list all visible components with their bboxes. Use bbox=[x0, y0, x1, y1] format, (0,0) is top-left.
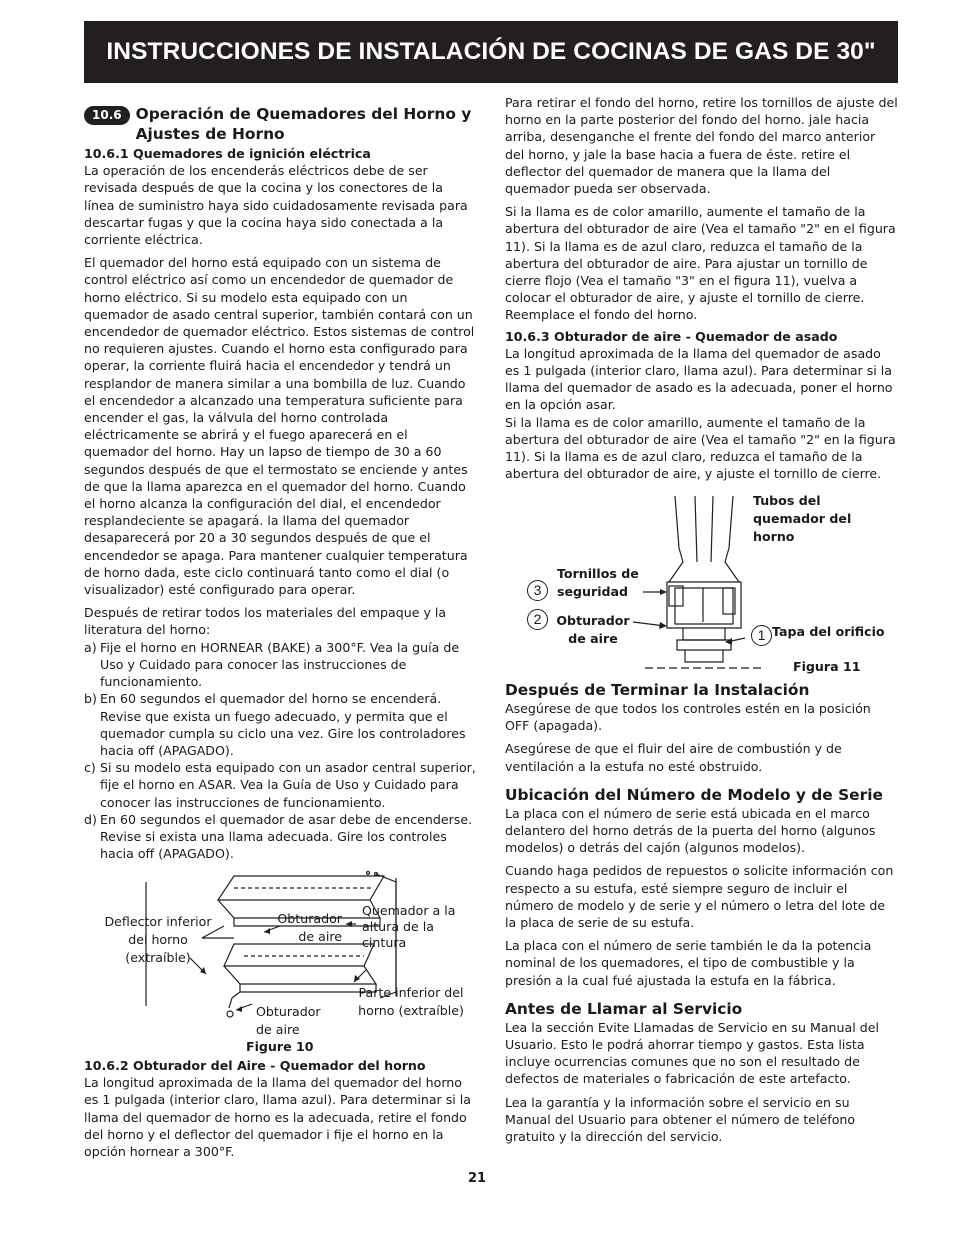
step-marker: c) bbox=[84, 760, 96, 776]
parte-inferior-label: Parte inferior del horno (extraíble) bbox=[358, 985, 464, 1018]
paragraph: La placa con el número de serie está ubicada en el marco delantero del horno detrás de la puerta del horno (algunos modelos) o detrás del cajón (algunos modelos). bbox=[505, 805, 876, 856]
subsection-title-1063: 10.6.3 Obturador de aire - Quemador de asado bbox=[505, 328, 838, 344]
list-item bbox=[84, 811, 476, 863]
figure-11 bbox=[505, 492, 898, 680]
paragraph: Cuando haga pedidos de repuestos o solicite información con respecto a su estufa, esté siempre seguro de incluir el número de modelo y de serie y el número o letra del lote de la placa de serie de su estufa. bbox=[505, 863, 894, 931]
paragraph: Asegúrese de que todos los controles estén en la posición OFF (apagada). bbox=[505, 701, 871, 734]
paragraph: Lea la sección Evite Llamadas de Servicio en su Manual del Usuario. Esto le podrá ahorrar tiempo y gastos. Esta lista incluye ocurrencias comunes que no son el resultado de defectos de materiales o fabricación de este artefacto. bbox=[505, 1019, 879, 1087]
tornillos-label: Tornillos de seguridad bbox=[557, 566, 639, 599]
step-marker: d) bbox=[84, 811, 97, 827]
paragraph: Si la llama es de color amarillo, aumente el tamaño de la abertura del obturador de aire (Vea el tamaño "2" en el figura 11). Si la llama es de azul claro, reduzca el tamaño de la abertura del obturador de aire. Para ajustar un tornillo de cierre flojo (Vea el tamaño "3" en el figura 11), vuelva a colocar el obturador de aire, y ajuste el tornillo de cierre. Reemplace el fondo del horno. bbox=[505, 204, 896, 323]
paragraph: El quemador del horno está equipado con un sistema de control eléctrico así como un encendedor de quemador de horno eléctrico. Si su modelo esta equipado con un quemador de asado central superior, también contará con un encendedor de quemador eléctrico. Estos sistemas de control no requieren ajustes. Cuando el horno esta configurado para operar, la corriente fluirá hacia el encendedor y tendrá un resplandor de manera similar a una bombilla de luz. Cuando el encendedor a alcanzado una temperatura suficiente para encender el gas, la válvula del horno controlada eléctricamente se abrirá y el fuego aparecerá en el quemador del horno. Hay un lapso de tiempo de 30 a 60 segundos después de que el termostato se enciende y antes de que la llama aparezca en el quemador del horno. Cuando el horno alcanza la configuración del dial, el encendedor resplandeciente se apagará. la llama del quemador desaparecerá por 20 a 30 segundos después de que el encendedor se apaga. Para mantener cualquier temperatura de horno dada, este ciclo continuará tanto como el dial (o visualizador) esté configurado para operar. bbox=[84, 255, 475, 598]
step-text: Fije el horno en HORNEAR (BAKE) a 300°F. Vea la guía de Uso y Cuidado para conocer las instrucciones de funcionamiento. bbox=[100, 639, 460, 690]
list-item bbox=[84, 759, 476, 811]
figure-10 bbox=[84, 866, 476, 1058]
heading-antes: Antes de Llamar al Servicio bbox=[505, 999, 743, 1018]
right-column-top bbox=[505, 94, 898, 488]
paragraph: La longitud aproximada de la llama del quemador de asado es 1 pulgada (interior claro, llama azul). Para determinar si la llama del quemador de asado es la adecuada, poner el horno en la opción asar. bbox=[505, 345, 893, 413]
step-list bbox=[84, 639, 476, 863]
step-text: En 60 segundos el quemador del horno se encenderá. Revise que exista un fuego adecuado, y permita que el quemador cumpla su ciclo una vez. Gire los controladores hacia off (APAGADO). bbox=[100, 691, 466, 758]
paragraph: La operación de los encenderás eléctricos debe de ser revisada después de que la cocina y los conectores de la línea de suministro haya sido cuidadosamente revisada para descartar fugas y que la cocina haya sido conectada a la corriente eléctrica. bbox=[84, 163, 468, 248]
left-column bbox=[84, 104, 476, 862]
tubos-label: Tubos del quemador del horno bbox=[753, 493, 852, 544]
heading-ubicacion: Ubicación del Número de Modelo y de Serie bbox=[505, 785, 883, 804]
paragraph: Asegúrese de que el fluir del aire de combustión y de ventilación a la estufa no esté obstruido. bbox=[505, 741, 842, 774]
left-column-bottom bbox=[84, 1056, 476, 1166]
heading-despues: Después de Terminar la Instalación bbox=[505, 681, 810, 699]
section-heading bbox=[84, 104, 476, 144]
figure-10-caption: Figure 10 bbox=[246, 1039, 314, 1054]
obturador-bottom-label: Obturador de aire bbox=[256, 1004, 321, 1037]
step-text: Si su modelo esta equipado con un asador central superior, fije el horno en ASAR. Vea la Guía de Uso y Cuidado para conocer las instrucciones de funcionamiento. bbox=[100, 760, 476, 810]
quemador-cintura-label: Quemador a la altura de la cintura bbox=[362, 903, 456, 950]
page-title: INSTRUCCIONES DE INSTALACIÓN DE COCINAS DE GAS DE 30" bbox=[106, 38, 876, 65]
list-item bbox=[84, 639, 476, 691]
paragraph: Si la llama es de color amarillo, aumente el tamaño de la abertura del obturador de aire (Vea el tamaño "2" en la figura 11). Si la llama es de azul claro, reduzca el tamaño de la abertura del obturador de aire, y ajuste el tornillo de cierre. bbox=[505, 414, 896, 482]
right-column-bottom bbox=[505, 680, 898, 1151]
paragraph: La longitud aproximada de la llama del quemador del horno es 1 pulgada (interior claro, llama azul). Para determinar si la llama del quemador de horno es la adecuada, retire el fondo del horno y el deflector del quemador i fije el horno en la opción hornear a 300°F. bbox=[84, 1075, 472, 1160]
paragraph: Lea la garantía y la información sobre el servicio en su Manual del Usuario para obtener el número de teléfono gratuito y la dirección del servicio. bbox=[505, 1094, 856, 1145]
obturador-top-label: Obturador de aire bbox=[277, 911, 342, 944]
paragraph: Después de retirar todos los materiales del empaque y la literatura del horno: bbox=[84, 605, 447, 638]
paragraph: La placa con el número de serie también le da la potencia nominal de los quemadores, el tipo de combustible y la presión a la cual fué ajustada la estufa en la fábrica. bbox=[505, 938, 872, 988]
page-title-banner bbox=[84, 21, 898, 83]
callout-2: 2 bbox=[527, 609, 548, 630]
deflector-label: Deflector inferior del horno (extraíble) bbox=[104, 914, 212, 965]
subsection-title-1061: 10.6.1 Quemadores de ignición eléctrica bbox=[84, 146, 371, 161]
paragraph: Para retirar el fondo del horno, retire los tornillos de ajuste del horno en la parte posterior del fondo del horno. jale hacia arriba, desenganche el frente del fondo del marco anterior del horno, y jale la base hacia a fuera de éste. retire el deflector del quemador de manera que la llama del quemador pueda ser observada. bbox=[505, 95, 898, 197]
list-item bbox=[84, 690, 476, 759]
figure-11-caption: Figura 11 bbox=[793, 659, 861, 674]
subsection-title-1062: 10.6.2 Obturador del Aire - Quemador del horno bbox=[84, 1058, 426, 1073]
step-text: En 60 segundos el quemador de asar debe de encenderse. Revise si exista una llama adecuada. Gire los controles hacia off (APAGADO). bbox=[100, 811, 473, 862]
tapa-label: Tapa del orificio bbox=[772, 624, 885, 639]
step-marker: b) bbox=[84, 691, 97, 707]
callout-3: 3 bbox=[527, 580, 548, 601]
callout-1: 1 bbox=[751, 625, 772, 646]
section-title: Operación de Quemadores del Horno y Ajustes de Horno bbox=[135, 105, 472, 143]
section-number-badge: 10.6 bbox=[84, 106, 130, 125]
page-number: 21 bbox=[467, 1171, 487, 1186]
step-marker: a) bbox=[84, 639, 97, 655]
obturador-label: Obturador de aire bbox=[556, 613, 630, 646]
